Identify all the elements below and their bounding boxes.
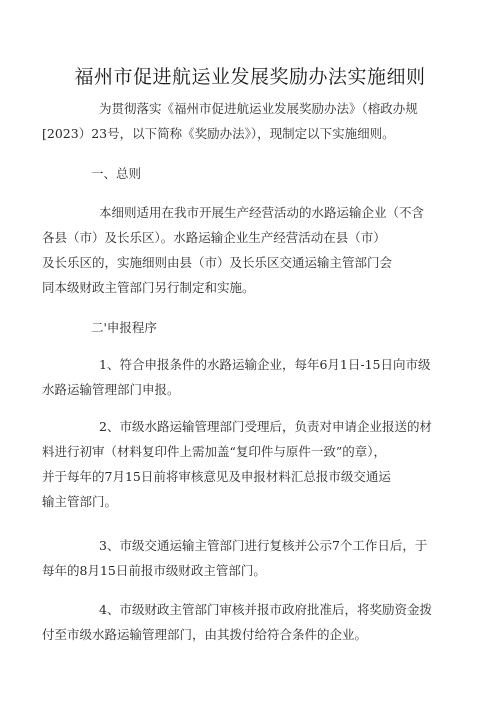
intro-paragraph xyxy=(42,96,444,146)
item2-line-4: 输主管部门。 xyxy=(42,494,118,509)
item3-line-1: 3、市级交通运输主管部门进行复核并公示7个工作日后，于 xyxy=(99,538,428,553)
general-line-1: 本细则适用在我市开展生产经营活动的水路运输企业（不含 xyxy=(99,205,425,220)
intro-line-2: [2023）23号，以下简称《奖励办法》），现制定以下实施细则。 xyxy=(42,126,395,141)
general-line-3: 及长乐区的，实施细则由县（市）及长乐区交通运输主管部门会 xyxy=(42,255,393,270)
general-line-4: 同本级财政主管部门另行制定和实施。 xyxy=(42,280,255,295)
procedure-item-2 xyxy=(42,414,444,514)
item1-line-2: 水路运输管理部门申报。 xyxy=(42,382,180,397)
document-title: 福州市促进航运业发展奖励办法实施细则 xyxy=(74,66,426,88)
item2-line-3: 并于每年的7月15日前将审核意见及申报材料汇总报市级交通运 xyxy=(42,469,391,484)
item4-line-2: 付至市级水路运输管理部门，由其拨付给符合条件的企业。 xyxy=(42,627,368,642)
procedure-item-1 xyxy=(42,352,444,402)
item2-line-1: 2、市级水路运输管理部门受理后，负责对申请企业报送的材 xyxy=(99,419,432,434)
general-line-2: 各县（市）及长乐区）。水路运输企业生产经营活动在县（市） xyxy=(42,230,386,245)
item3-line-2: 每年的8月15日前报市级财政主管部门。 xyxy=(42,563,266,578)
procedure-item-3 xyxy=(42,533,444,583)
procedure-item-4 xyxy=(42,597,444,647)
general-paragraph xyxy=(42,200,444,300)
intro-line-1: 为贯彻落实《福州市促进航运业发展奖励办法》（榕政办规 xyxy=(99,101,418,116)
section-heading-general: 一、总则 xyxy=(91,166,142,181)
item4-line-1: 4、市级财政主管部门审核并报市政府批准后，将奖励资金拨 xyxy=(99,602,432,617)
item2-line-2: 料进行初审（材料复印件上需加盖“复印件与原件一致”的章）， xyxy=(42,444,387,459)
item1-line-1: 1、符合申报条件的水路运输企业，每年6月1日-15日向市级 xyxy=(99,357,431,372)
section-heading-procedure: 二'申报程序 xyxy=(91,320,157,335)
